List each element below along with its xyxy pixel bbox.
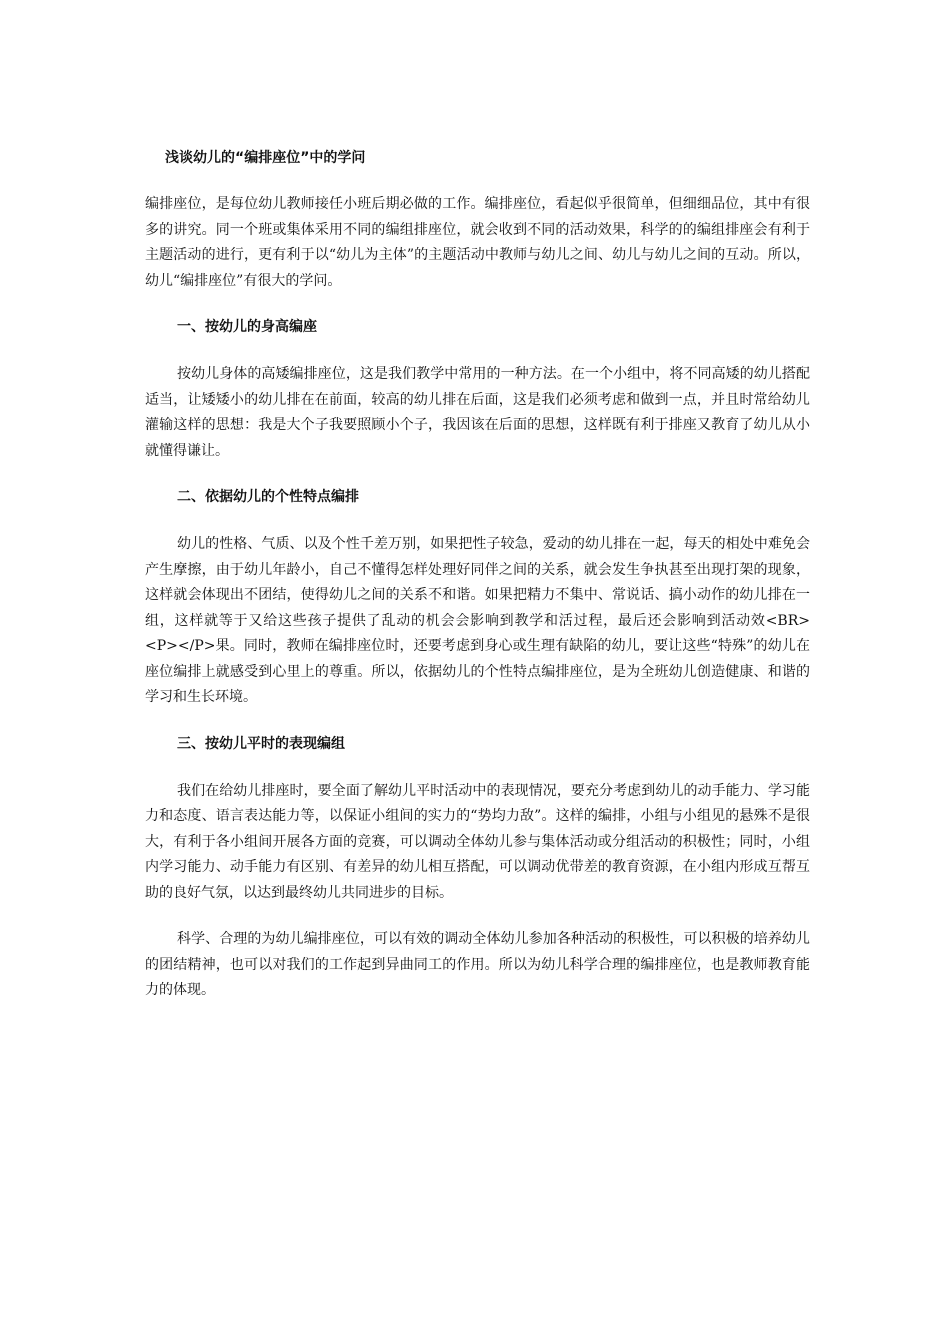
document-page: [145, 146, 810, 1004]
section-heading-3: 三、按幼儿平时的表现编组: [177, 735, 345, 752]
spacer: [145, 294, 810, 315]
spacer: [145, 757, 810, 779]
spacer: [145, 510, 810, 532]
spacer: [145, 711, 810, 732]
intro-paragraph: 编排座位，是每位幼儿教师接任小班后期必做的工作。编排座位，看起似乎很简单，但细细品位，其中有很多的讲究。同一个班或集体采用不同的编组排座位，就会收到不同的活动效果，科学的的编组排座会有利于主题活动的进行，更有利于以“幼儿为主体”的主题活动中教师与幼儿之间、幼儿与幼儿之间的互动。所以，幼儿“编排座位”有很大的学问。: [145, 196, 810, 289]
spacer: [145, 340, 810, 362]
section-body-3: 我们在给幼儿排座时，要全面了解幼儿平时活动中的表现情况，要充分考虑到幼儿的动手能力、学习能力和态度、语言表达能力等，以保证小组间的实力的“势均力敌”。这样的编排，小组与小组见的悬殊不是很大，有利于各小组间开展各方面的竞赛，可以调动全体幼儿参与集体活动或分组活动的积极性；同时，小组内学习能力、动手能力有区别、有差异的幼儿相互搭配，可以调动优带差的教育资源，在小组内形成互帮互助的良好气氛，以达到最终幼儿共同进步的目标。: [145, 782, 810, 901]
spacer: [145, 464, 810, 485]
spacer: [145, 906, 810, 927]
section-heading-2: 二、依据幼儿的个性特点编排: [177, 489, 359, 505]
document-title: 浅谈幼儿的“编排座位”中的学问: [165, 150, 366, 166]
conclusion-paragraph: 科学、合理的为幼儿编排座位，可以有效的调动全体幼儿参加各种活动的积极性，可以积极的培养幼儿的团结精神，也可以对我们的工作起到异曲同工的作用。所以为幼儿科学合理的编排座位，也是教师教育能力的体现。: [145, 931, 810, 998]
section-body-2: 幼儿的性格、气质、以及个性千差万别，如果把性子较急，爱动的幼儿排在一起，每天的相处中难免会产生摩擦，由于幼儿年龄小，自己不懂得怎样处理好同伴之间的关系，就会发生争执甚至出现打架的现象，这样就会体现出不团结，使得幼儿之间的关系不和谐。如果把精力不集中、常说话、搞小动作的幼儿排在一组，这样就等于又给这些孩子提供了乱动的机会会影响到教学和活过程，最后还会影响到活动效<BR><P></P>果。同时，教师在编排座位时，还要考虑到身心或生理有缺陷的幼儿，要让这些“特殊”的幼儿在座位编排上就感受到心里上的尊重。所以，依据幼儿的个性特点编排座位，是为全班幼儿创造健康、和谐的学习和生长环境。: [145, 536, 810, 705]
section-heading-1: 一、按幼儿的身高编座: [177, 319, 317, 335]
section-body-1: 按幼儿身体的高矮编排座位，这是我们教学中常用的一种方法。在一个小组中，将不同高矮的幼儿搭配适当，让矮矮小的幼儿排在在前面，较高的幼儿排在后面，这是我们必须考虑和做到一点，并且时常给幼儿灌输这样的思想：我是大个子我要照顾小个子，我因该在后面的思想，这样既有利于排座又教育了幼儿从小就懂得谦让。: [145, 366, 810, 459]
